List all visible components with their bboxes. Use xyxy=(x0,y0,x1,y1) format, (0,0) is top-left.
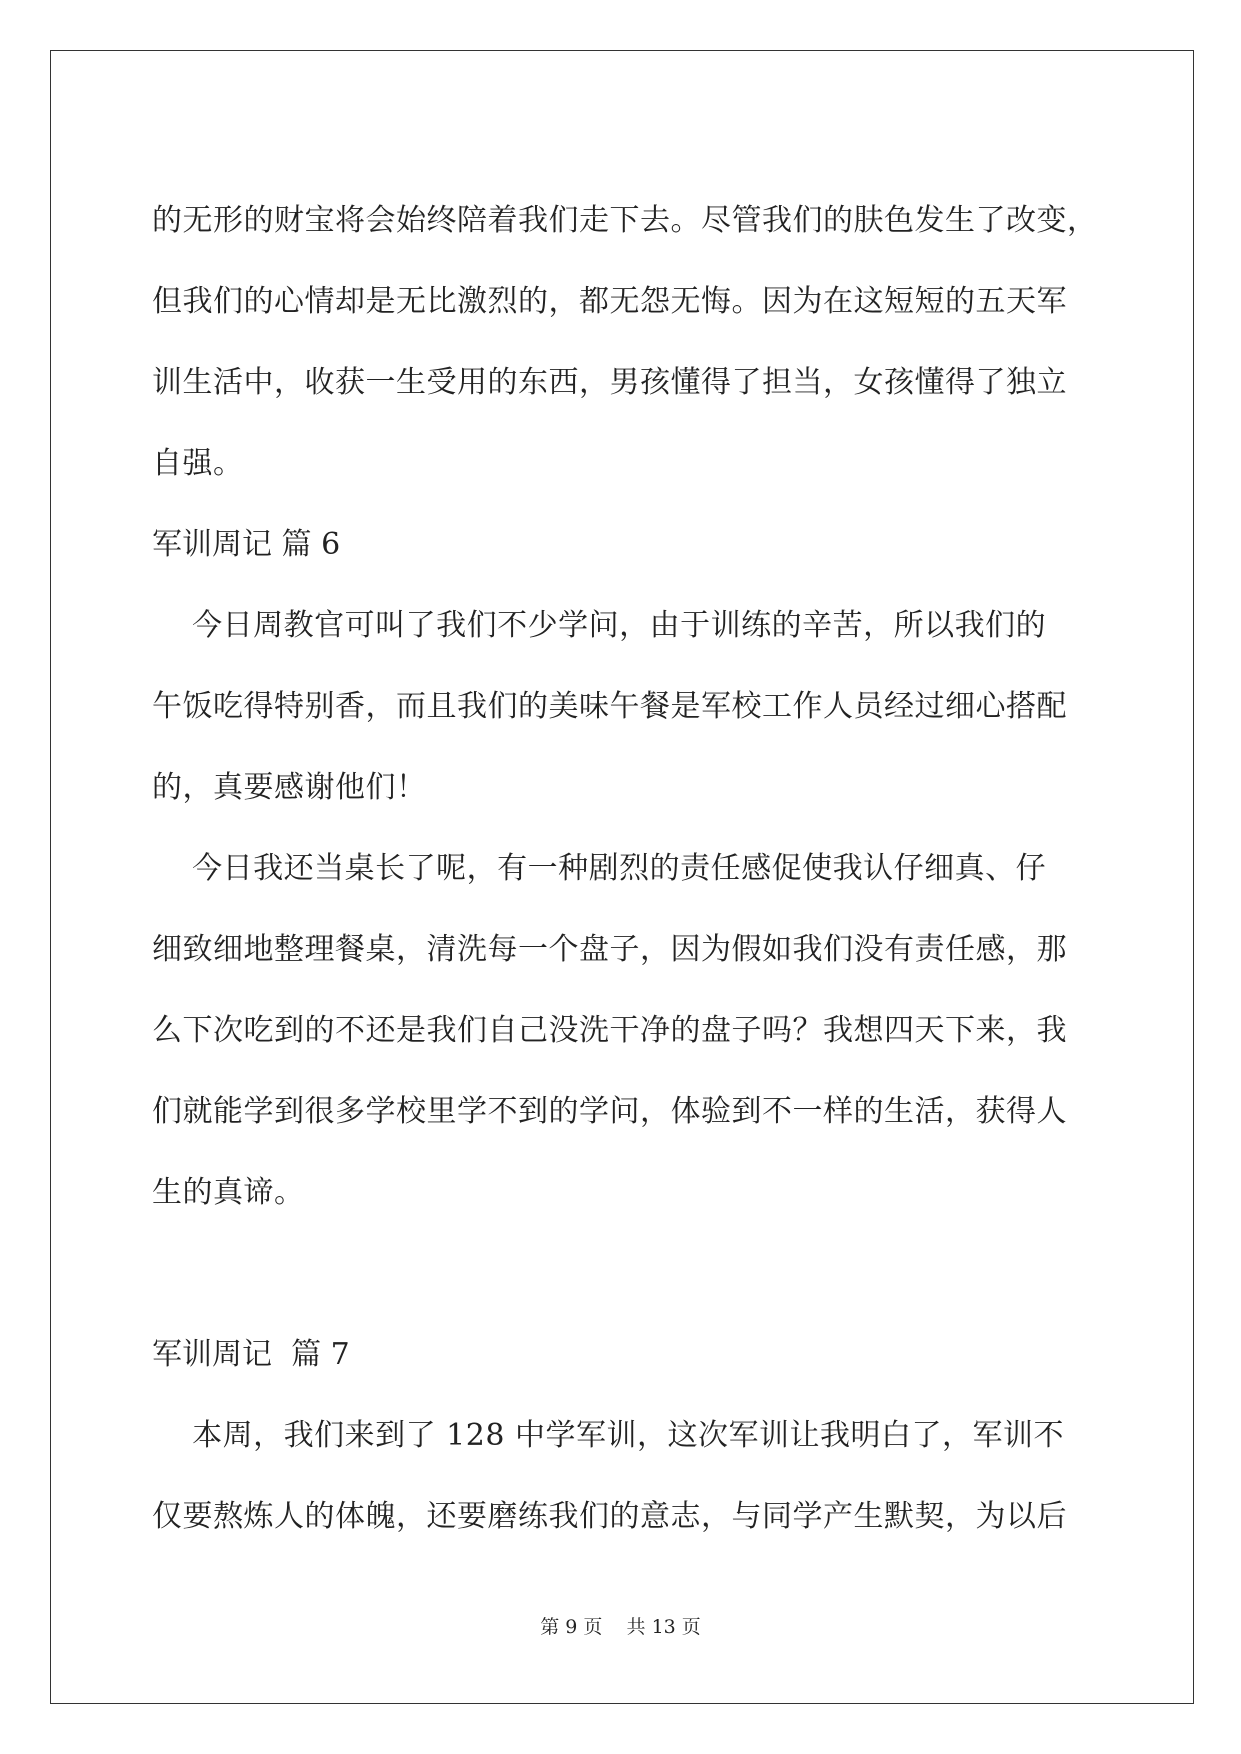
paragraph-line: 么下次吃到的不还是我们自己没洗干净的盘子吗？我想四天下来，我 xyxy=(152,1013,1067,1048)
paragraph-line: 训生活中，收获一生受用的东西，男孩懂得了担当，女孩懂得了独立 xyxy=(152,365,1067,400)
page-number-label: 第 9 页 共 13 页 xyxy=(540,1616,701,1638)
section-heading-7: 军训周记 篇 7 xyxy=(152,1337,350,1372)
section-heading-6: 军训周记 篇 6 xyxy=(152,527,341,562)
paragraph-line: 的，真要感谢他们！ xyxy=(152,770,427,805)
paragraph-line: 今日周教官可叫了我们不少学问，由于训练的辛苦，所以我们的 xyxy=(152,608,1047,643)
paragraph-line: 的无形的财宝将会始终陪着我们走下去。尽管我们的肤色发生了改变， xyxy=(152,203,1098,238)
paragraph-line: 但我们的心情却是无比激烈的，都无怨无悔。因为在这短短的五天军 xyxy=(152,284,1067,319)
paragraph-line: 们就能学到很多学校里学不到的学问，体验到不一样的生活，获得人 xyxy=(152,1094,1067,1129)
paragraph-line: 生的真谛。 xyxy=(152,1175,305,1210)
page-footer xyxy=(0,1612,1241,1639)
paragraph-line: 仅要熬炼人的体魄，还要磨练我们的意志，与同学产生默契，为以后 xyxy=(152,1499,1067,1534)
paragraph-line: 自强。 xyxy=(152,446,244,481)
paragraph-line: 本周，我们来到了 128 中学军训，这次军训让我明白了，军训不 xyxy=(152,1418,1064,1453)
paragraph-line: 午饭吃得特别香，而且我们的美味午餐是军校工作人员经过细心搭配 xyxy=(152,689,1067,724)
paragraph-line: 细致细地整理餐桌，清洗每一个盘子，因为假如我们没有责任感，那 xyxy=(152,932,1067,967)
blank-line xyxy=(152,1233,1092,1314)
document-body xyxy=(152,180,1098,1557)
paragraph-line: 今日我还当桌长了呢，有一种剧烈的责任感促使我认仔细真、仔 xyxy=(152,851,1047,886)
